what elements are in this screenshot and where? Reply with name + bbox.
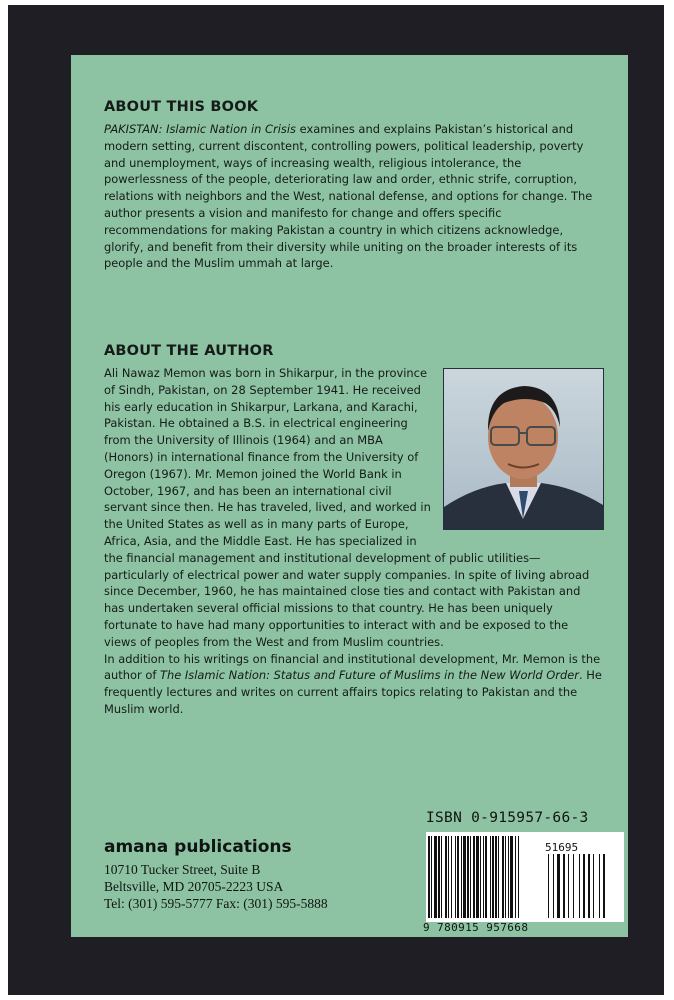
- about-author-text: Ali Nawaz Memon was born in Shikarpur, in the province of Sindh, Pakistan, on 28 September 1941. He received his early education in Shikarpur, Larkana, and Karachi, Pakistan. He obtained a B.S. in electrical engineering from the University of Illinois (1964) and an MBA (Honors) in international finance from the University of Oregon (1967). Mr. Memon joined the World Bank in October, 1967, and has been an international civil servant since then. He has traveled, lived, and worked in the United States as well as in many parts of Europe, Africa, Asia, and the Middle East. He has specialized in the financial management and institutional development of public utilities—particularly of electrical power and water supply companies. In spite of living abroad since December, 1960, he has maintained close ties and contact with Pakistan and has undertaken several official missions to that country. He has been uniquely fortunate to have had many opportunities to interact with and be exposed to the views of peoples from the West and from Muslim countries.: [104, 366, 590, 649]
- price-code: 51695: [545, 841, 579, 854]
- author-photo: [443, 368, 604, 530]
- about-book-section: [104, 121, 604, 339]
- author-portrait-image: [444, 369, 603, 529]
- other-book-title: The Islamic Nation: Status and Future of Muslims in the New World Order: [160, 668, 580, 683]
- book-title: PAKISTAN: Islamic Nation in Crisis: [104, 122, 296, 136]
- about-author-text-2-start: In addition to his writings on financial and institutional development, Mr. Memon is the author of: [104, 651, 601, 683]
- cover-text: [104, 99, 604, 718]
- publisher-address-1: 10710 Tucker Street, Suite B: [104, 862, 261, 877]
- about-book-text: [104, 121, 604, 272]
- publisher-phone: Tel: (301) 595-5777 Fax: (301) 595-5888: [104, 896, 328, 911]
- about-book-body: examines and explains Pakistan’s historical and modern setting, current discontent, controlling powers, political leadership, poverty and unemployment, ways of increasing wealth, religious intolerance, the powerlessness of the people, deteriorating law and order, ethnic strife, corruption, relations with neighbors and the West, national defense, and options for change. The author presents a vision and manifesto for change and offers specific recommendations for making Pakistan a country in which citizens acknowledge, glorify, and benefit from their diversity while uniting on the broader interests of its people and the Muslim ummah at large.: [104, 122, 593, 271]
- about-book-heading: ABOUT THIS BOOK: [104, 99, 259, 115]
- about-author-heading: ABOUT THE AUTHOR: [104, 343, 274, 359]
- cover-panel: [71, 55, 628, 937]
- about-author-text-2-end: . He frequently lectures and writes on current affairs topics relating to Pakistan and the Muslim world.: [104, 668, 602, 716]
- publisher-block: [104, 837, 328, 912]
- publisher-address-2: Beltsville, MD 20705-2223 USA: [104, 879, 284, 894]
- about-author-text-2: [104, 651, 604, 718]
- publisher-name: amana publications: [104, 837, 292, 857]
- ean-digits: 9 780915 957668: [423, 921, 529, 934]
- barcode: [426, 832, 624, 922]
- isbn-label: ISBN 0-915957-66-3: [426, 810, 589, 826]
- barcode-bars: [426, 832, 624, 922]
- book-back-cover: [8, 5, 664, 995]
